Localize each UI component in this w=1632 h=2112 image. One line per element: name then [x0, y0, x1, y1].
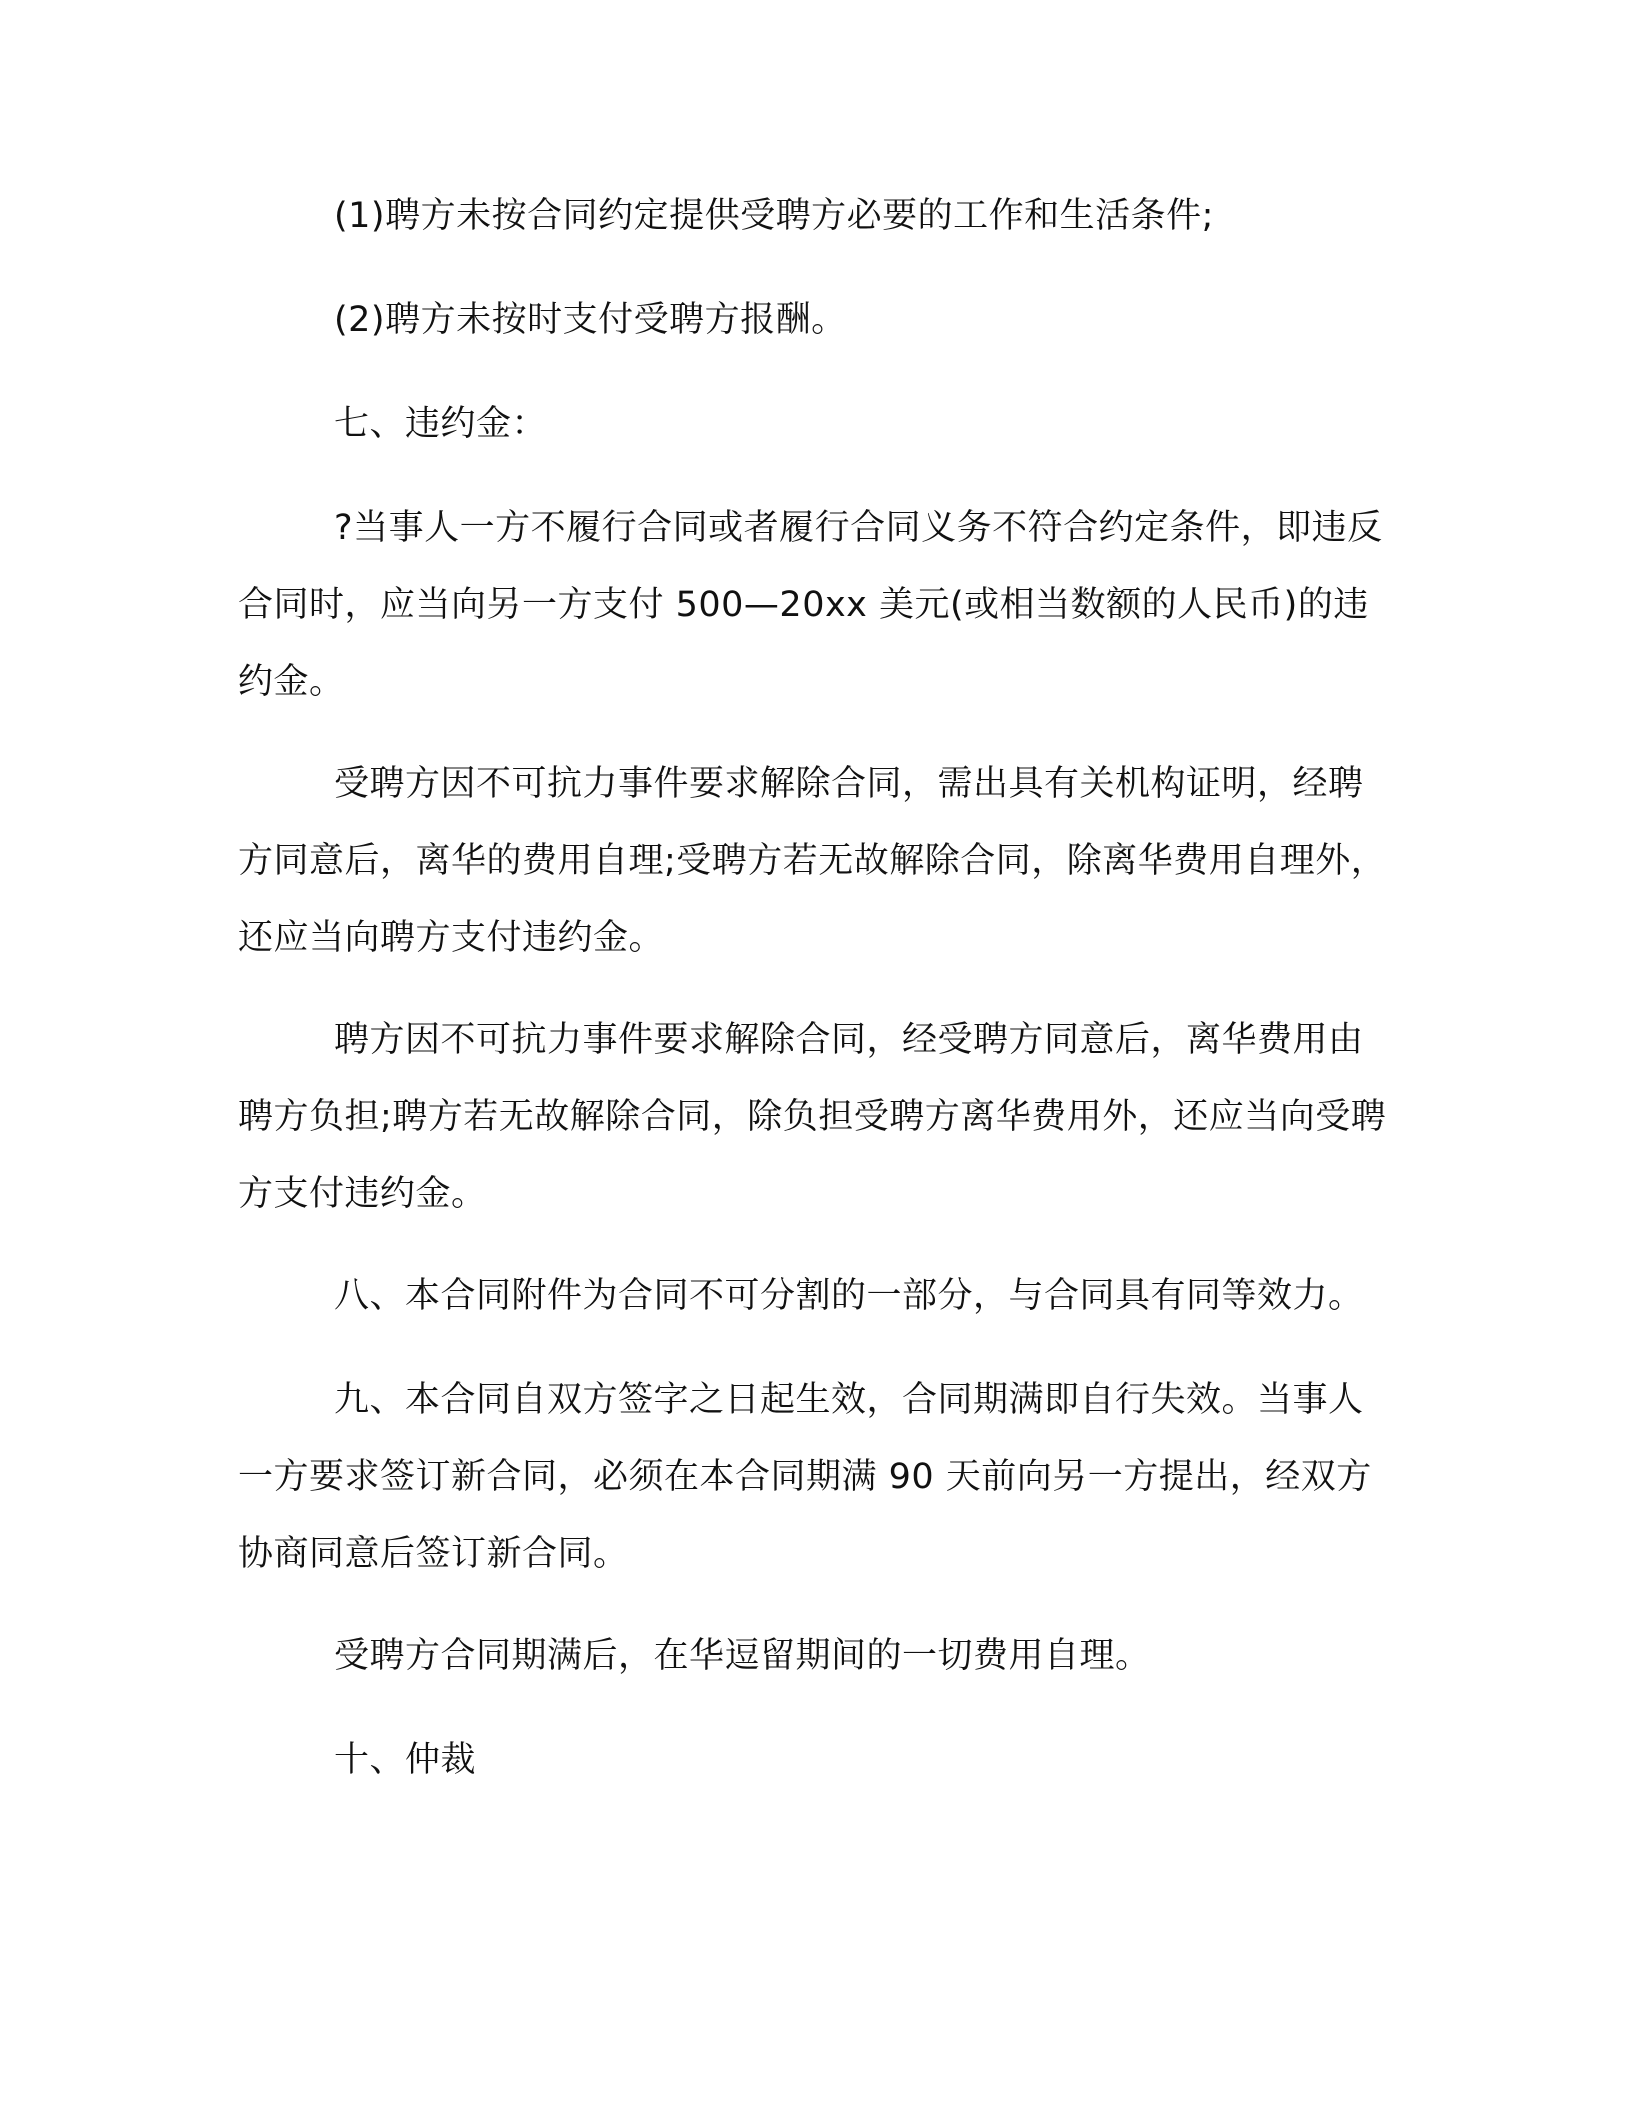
clause-9-paragraph-2: 受聘方合同期满后，在华逗留期间的一切费用自理。: [334, 1636, 1151, 1676]
clause-7-paragraph-2: 受聘方因不可抗力事件要求解除合同，需出具有关机构证明，经聘方同意后，离华的费用自理;受聘方若无故解除合同，除离华费用自理外，还应当向聘方支付违约金。: [238, 764, 1387, 958]
heading-clause-10: 十、仲裁: [334, 1740, 477, 1780]
clause-6-item-1: (1)聘方未按合同约定提供受聘方必要的工作和生活条件;: [334, 196, 1214, 236]
clause-8: 八、本合同附件为合同不可分割的一部分，与合同具有同等效力。: [334, 1276, 1364, 1316]
clause-7-paragraph-3: 聘方因不可抗力事件要求解除合同，经受聘方同意后，离华费用由聘方负担;聘方若无故解除合同，除负担受聘方离华费用外，还应当向受聘方支付违约金。: [238, 1020, 1387, 1214]
heading-clause-7: 七、违约金：: [334, 404, 548, 444]
clause-7-paragraph-1: ?当事人一方不履行合同或者履行合同义务不符合约定条件，即违反合同时，应当向另一方支付 500—20xx 美元(或相当数额的人民币)的违约金。: [238, 508, 1383, 702]
clause-6-item-2: (2)聘方未按时支付受聘方报酬。: [334, 300, 847, 340]
clause-9: 九、本合同自双方签字之日起生效，合同期满即自行失效。当事人一方要求签订新合同，必须在本合同期满 90 天前向另一方提出，经双方协商同意后签订新合同。: [238, 1380, 1372, 1574]
